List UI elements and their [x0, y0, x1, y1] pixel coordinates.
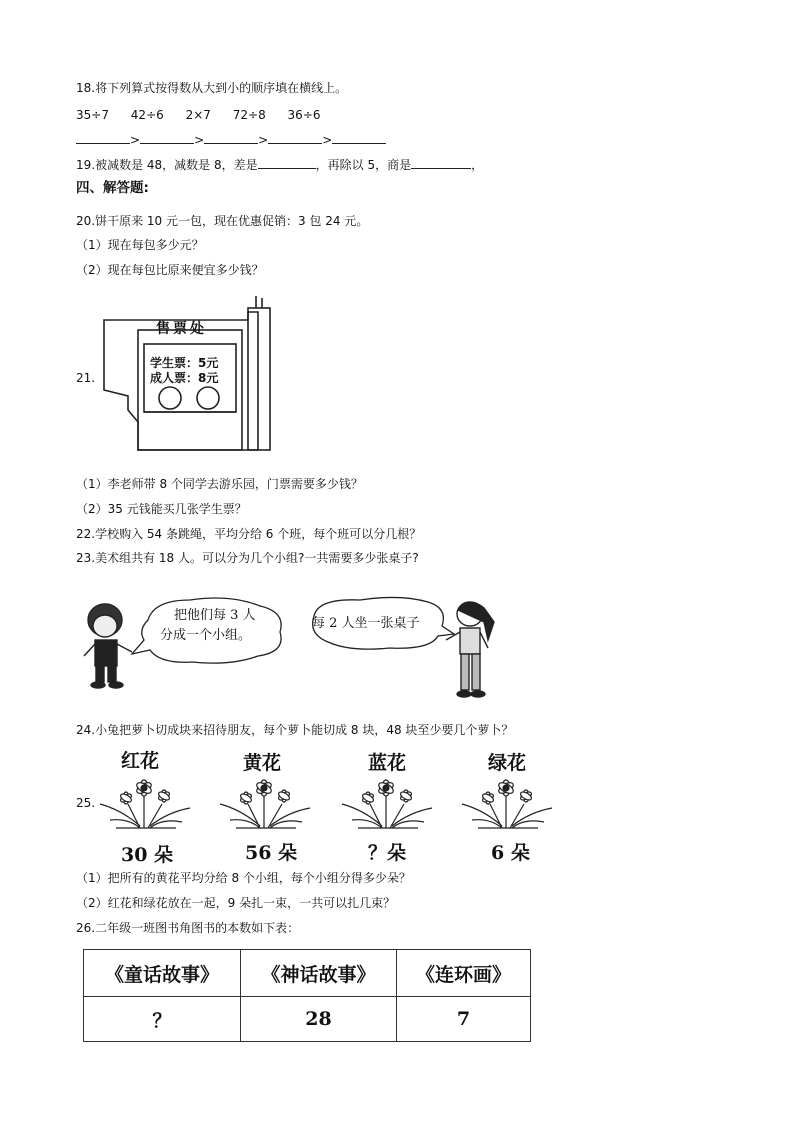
- q19-line: [76, 156, 483, 173]
- q24-text: 24.小兔把萝卜切成块来招待朋友，每个萝卜能切成 8 块，48 块至少要几个萝卜？: [76, 723, 514, 737]
- table-row: [84, 997, 531, 1042]
- flower-name-yellow: 黄花: [243, 752, 282, 774]
- adult-ticket-price: 成人票：8元: [150, 371, 219, 385]
- q25-sub2: （2）红花和绿花放在一起，9 朵扎一束，一共可以扎几束？: [76, 896, 396, 910]
- q18-answer-blanks: [76, 131, 386, 148]
- q21-number: 21.: [76, 371, 96, 385]
- ticket-prices: [150, 356, 218, 386]
- q26-text: 26.二年级一班图书角图书的本数如下表：: [76, 921, 300, 935]
- student-ticket-price: 学生票：5元: [150, 356, 219, 370]
- q20-sub1: （1）现在每包多少元？: [76, 238, 204, 252]
- expr-5: 36÷6: [287, 108, 321, 122]
- difference-blank[interactable]: [258, 156, 316, 169]
- gt-sign-1: >: [130, 133, 141, 147]
- expr-4: 72÷8: [232, 108, 266, 122]
- bubble-right-text: 每 2 人坐一张桌子: [312, 616, 420, 631]
- table-header-row: [84, 950, 531, 997]
- expr-3: 2×7: [185, 108, 211, 122]
- girl-figure: [446, 602, 494, 697]
- q19-part1: 19.被减数是 48，减数是 8，差是: [76, 158, 258, 172]
- flower-name-red: 红花: [121, 750, 160, 772]
- bubble-left-line1: 把他们每 3 人: [174, 608, 256, 623]
- answer-blank-5[interactable]: [332, 131, 386, 144]
- q23-illustration: [80, 592, 500, 704]
- q19-part2: ，再除以 5，商是: [315, 158, 412, 172]
- q23-text: 23.美术组共有 18 人。可以分为几个小组?一共需要多少张桌子?: [76, 551, 419, 565]
- q19-part3: ，: [471, 158, 484, 172]
- q20-text: 20.饼干原来 10 元一包，现在优惠促销：3 包 24 元。: [76, 214, 369, 228]
- gt-sign-3: >: [258, 133, 269, 147]
- book-count-table: [83, 949, 531, 1042]
- flower-count-yellow: 56 朵: [245, 842, 298, 864]
- answer-blank-1[interactable]: [76, 131, 130, 144]
- quotient-blank[interactable]: [411, 156, 471, 169]
- flower-count-green: 6 朵: [491, 842, 530, 864]
- value-comics: 7: [397, 997, 531, 1042]
- flower-name-blue: 蓝花: [368, 752, 407, 774]
- flower-count-red: 30 朵: [121, 844, 174, 866]
- expr-2: 42÷6: [130, 108, 164, 122]
- header-comics: 《连环画》: [397, 950, 531, 997]
- flower-count-blue: ？朵: [368, 842, 407, 864]
- q18-expressions: [76, 107, 339, 123]
- q18-text: 18.将下列算式按得数从大到小的顺序填在横线上。: [76, 81, 348, 95]
- booth-sign: 售票处: [156, 321, 207, 337]
- value-fairy-tales: ？: [84, 997, 241, 1042]
- q25-sub1: （1）把所有的黄花平均分给 8 个小组，每个小组分得多少朵？: [76, 871, 411, 885]
- bubble-left-line2: 分成一个小组。: [160, 628, 252, 643]
- gt-sign-4: >: [322, 133, 333, 147]
- q21-sub1: （1）李老师带 8 个同学去游乐园，门票需要多少钱？: [76, 477, 363, 491]
- answer-blank-3[interactable]: [204, 131, 258, 144]
- answer-blank-4[interactable]: [268, 131, 322, 144]
- header-myths: 《神话故事》: [241, 950, 397, 997]
- flower-name-green: 绿花: [488, 752, 527, 774]
- expr-1: 35÷7: [76, 108, 109, 122]
- value-myths: 28: [241, 997, 397, 1042]
- q20-sub2: （2）现在每包比原来便宜多少钱？: [76, 263, 264, 277]
- q21-sub2: （2）35 元钱能买几张学生票？: [76, 502, 247, 516]
- q25-number: 25.: [76, 796, 96, 810]
- boy-figure: [84, 604, 132, 688]
- gt-sign-2: >: [194, 133, 205, 147]
- header-fairy-tales: 《童话故事》: [84, 950, 241, 997]
- flower-illustrations: [96, 774, 586, 834]
- answer-blank-2[interactable]: [140, 131, 194, 144]
- section-heading: 四、解答题:: [76, 180, 149, 196]
- q22-text: 22.学校购入 54 条跳绳，平均分给 6 个班，每个班可以分几根？: [76, 527, 422, 541]
